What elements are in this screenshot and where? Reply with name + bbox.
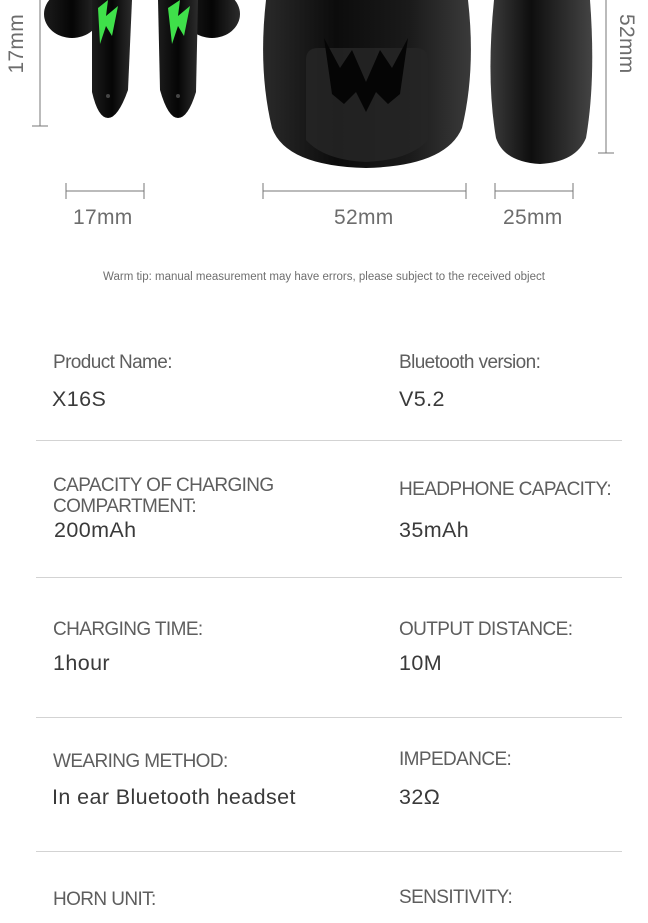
spec-value-impedance: 32Ω: [399, 785, 441, 809]
spec-label-wearing-method: WEARING METHOD:: [53, 751, 228, 772]
spec-label-impedance: IMPEDANCE:: [399, 749, 512, 770]
spec-label-product-name: Product Name:: [53, 352, 172, 373]
earbud-width-label: 17mm: [73, 206, 133, 229]
case-width-label: 52mm: [334, 206, 394, 229]
earbud-right-image: [158, 0, 240, 118]
case-height-label: 52mm: [615, 14, 638, 74]
spec-value-case-capacity: 200mAh: [54, 518, 137, 542]
spec-value-bluetooth-version: V5.2: [399, 387, 445, 411]
earbud-left-image: [44, 0, 132, 118]
spec-value-output-distance: 10M: [399, 651, 443, 675]
spec-value-headphone-capacity: 35mAh: [399, 518, 470, 542]
spec-label-headphone-capacity: HEADPHONE CAPACITY:: [399, 479, 612, 500]
spec-label-output-distance: OUTPUT DISTANCE:: [399, 619, 573, 640]
spec-label-bluetooth-version: Bluetooth version:: [399, 352, 541, 373]
spec-value-wearing-method: In ear Bluetooth headset: [52, 785, 296, 809]
spec-divider: [36, 851, 622, 852]
spec-label-charging-time: CHARGING TIME:: [53, 619, 203, 640]
case-depth-label: 25mm: [503, 206, 563, 229]
measurement-tip: Warm tip: manual measurement may have errors, please subject to the received object: [103, 271, 545, 283]
spec-label-horn-unit: HORN UNIT:: [53, 889, 156, 910]
spec-value-product-name: X16S: [52, 387, 107, 411]
spec-value-charging-time: 1hour: [53, 651, 110, 675]
earbud-height-label: 17mm: [5, 14, 28, 74]
case-height-dimension: [598, 0, 614, 153]
spec-divider: [36, 577, 622, 578]
spec-label-case-capacity: CAPACITY OF CHARGING COMPARTMENT:: [53, 475, 274, 517]
spec-label-sensitivity: SENSITIVITY:: [399, 887, 513, 908]
spec-divider: [36, 717, 622, 718]
charging-case-front-image: [263, 0, 471, 168]
charging-case-side-image: [490, 0, 592, 164]
width-dimension-lines: [66, 183, 573, 199]
spec-divider: [36, 440, 622, 441]
